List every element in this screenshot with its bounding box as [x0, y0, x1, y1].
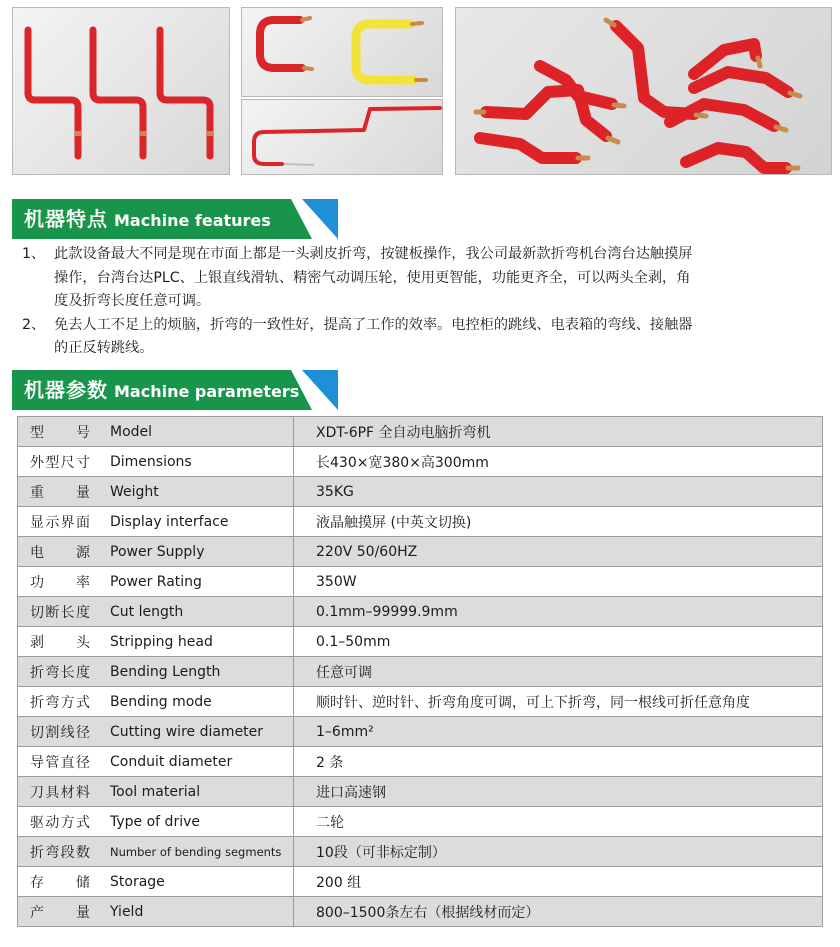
param-label-en: Dimensions	[110, 453, 192, 470]
param-label-cn: 折弯长度	[30, 664, 90, 681]
param-label-cell	[18, 627, 294, 657]
table-row	[18, 687, 823, 717]
param-value: 2 条	[294, 747, 823, 777]
table-row	[18, 447, 823, 477]
feature-item-2	[22, 314, 812, 361]
table-row	[18, 417, 823, 447]
table-row	[18, 507, 823, 537]
param-label-cell	[18, 777, 294, 807]
table-row	[18, 717, 823, 747]
param-label-cn: 折弯方式	[30, 694, 90, 711]
param-label-cn: 刀具材料	[30, 784, 90, 801]
param-label-en: Power Rating	[110, 573, 202, 590]
param-label-cell	[18, 747, 294, 777]
param-label-cell	[18, 867, 294, 897]
params-title-cn: 机器参数	[24, 378, 108, 402]
params-title-en: Machine parameters	[114, 382, 300, 401]
param-label-cell	[18, 657, 294, 687]
param-label-cn: 功率	[30, 574, 90, 591]
param-label-cell	[18, 837, 294, 867]
features-title-cn: 机器特点	[24, 207, 108, 231]
feature-number: 2、	[22, 316, 46, 333]
param-value: 任意可调	[294, 657, 823, 687]
table-row	[18, 897, 823, 927]
param-label-en: Weight	[110, 483, 159, 500]
bent-wire-photo-2	[241, 7, 443, 97]
param-value: 350W	[294, 567, 823, 597]
param-label-cn: 剥头	[30, 634, 90, 651]
feature-line: 的正反转跳线。	[54, 340, 154, 356]
param-value: 200 组	[294, 867, 823, 897]
param-label-cell	[18, 447, 294, 477]
param-label-en: Model	[110, 423, 153, 440]
param-label-cn: 产量	[30, 904, 90, 921]
bent-wire-illustration-3	[242, 100, 442, 174]
features-list	[22, 243, 812, 361]
params-section-header	[12, 370, 337, 410]
feature-line: 此款设备最大不同是现在市面上都是一头剥皮折弯，按键板操作，我公司最新款折弯机台湾台达触摸屏	[54, 246, 693, 262]
param-label-cell	[18, 807, 294, 837]
bent-wire-illustration-4	[456, 8, 831, 174]
param-label-en: Power Supply	[110, 543, 205, 560]
param-value: 二轮	[294, 807, 823, 837]
feature-line: 度及折弯长度任意可调。	[54, 293, 211, 309]
param-value: 液晶触摸屏 (中英文切换)	[294, 507, 823, 537]
param-value: 10段（可非标定制）	[294, 837, 823, 867]
param-value: 1–6mm²	[294, 717, 823, 747]
table-row	[18, 837, 823, 867]
table-row	[18, 657, 823, 687]
features-title-en: Machine features	[114, 211, 271, 230]
param-label-cn: 切割线径	[30, 724, 90, 741]
table-row	[18, 597, 823, 627]
param-value: 800–1500条左右（根据线材而定）	[294, 897, 823, 927]
table-row	[18, 627, 823, 657]
bent-wire-photo-1	[12, 7, 230, 175]
param-label-cell	[18, 717, 294, 747]
param-label-en: Cut length	[110, 603, 184, 620]
param-label-cell	[18, 567, 294, 597]
bent-wire-illustration-2	[242, 8, 442, 96]
param-value: 进口高速钢	[294, 777, 823, 807]
param-label-cn: 重量	[30, 484, 90, 501]
table-row	[18, 807, 823, 837]
param-value: XDT-6PF 全自动电脑折弯机	[294, 417, 823, 447]
param-label-en: Conduit diameter	[110, 753, 233, 770]
param-label-en: Bending Length	[110, 663, 221, 680]
params-section-title	[24, 370, 299, 410]
param-label-en: Yield	[110, 903, 144, 920]
bent-wire-photo-3	[241, 99, 443, 175]
param-value: 长430×宽380×高300mm	[294, 447, 823, 477]
param-label-cn: 显示界面	[30, 514, 90, 531]
bent-wire-illustration-1	[13, 8, 229, 174]
param-label-en: Storage	[110, 873, 165, 890]
param-label-cell	[18, 687, 294, 717]
feature-item-1	[22, 243, 812, 314]
param-value: 220V 50/60HZ	[294, 537, 823, 567]
param-label-cell	[18, 417, 294, 447]
param-label-cell	[18, 897, 294, 927]
param-value: 35KG	[294, 477, 823, 507]
param-label-cn: 切断长度	[30, 604, 90, 621]
table-row	[18, 477, 823, 507]
features-section-header	[12, 199, 337, 239]
param-label-cn: 存储	[30, 874, 90, 891]
param-label-en: Bending mode	[110, 693, 212, 710]
param-label-en: Cutting wire diameter	[110, 723, 264, 740]
param-label-cn: 外型尺寸	[30, 454, 90, 471]
param-label-en: Number of bending segments	[110, 844, 282, 859]
param-value: 顺时针、逆时针、折弯角度可调，可上下折弯，同一根线可折任意角度	[294, 687, 823, 717]
param-label-en: Tool material	[110, 783, 201, 800]
param-label-cn: 折弯段数	[30, 844, 90, 861]
params-table	[17, 416, 823, 927]
param-label-cn: 型号	[30, 424, 90, 441]
param-label-cell	[18, 477, 294, 507]
table-row	[18, 747, 823, 777]
param-label-cell	[18, 507, 294, 537]
table-row	[18, 777, 823, 807]
param-label-cn: 导管直径	[30, 754, 90, 771]
param-label-en: Stripping head	[110, 633, 213, 650]
param-label-cn: 电源	[30, 544, 90, 561]
table-row	[18, 537, 823, 567]
param-value: 0.1mm–99999.9mm	[294, 597, 823, 627]
feature-line: 免去人工不足上的烦脑，折弯的一致性好，提高了工作的效率。电控柜的跳线、电表箱的弯线、接触器	[54, 316, 693, 333]
param-label-en: Type of drive	[110, 813, 200, 830]
param-label-cell	[18, 597, 294, 627]
param-value: 0.1–50mm	[294, 627, 823, 657]
param-label-en: Display interface	[110, 513, 229, 530]
features-section-title	[24, 199, 271, 239]
param-label-cn: 驱动方式	[30, 814, 90, 831]
param-label-cell	[18, 537, 294, 567]
feature-line: 操作，台湾台达PLC、上银直线滑轨、精密气动调压轮，使用更智能，功能更齐全，可以两头全剥，角	[54, 269, 691, 286]
table-row	[18, 567, 823, 597]
feature-number: 1、	[22, 246, 46, 262]
bent-wire-photo-4	[455, 7, 832, 175]
table-row	[18, 867, 823, 897]
